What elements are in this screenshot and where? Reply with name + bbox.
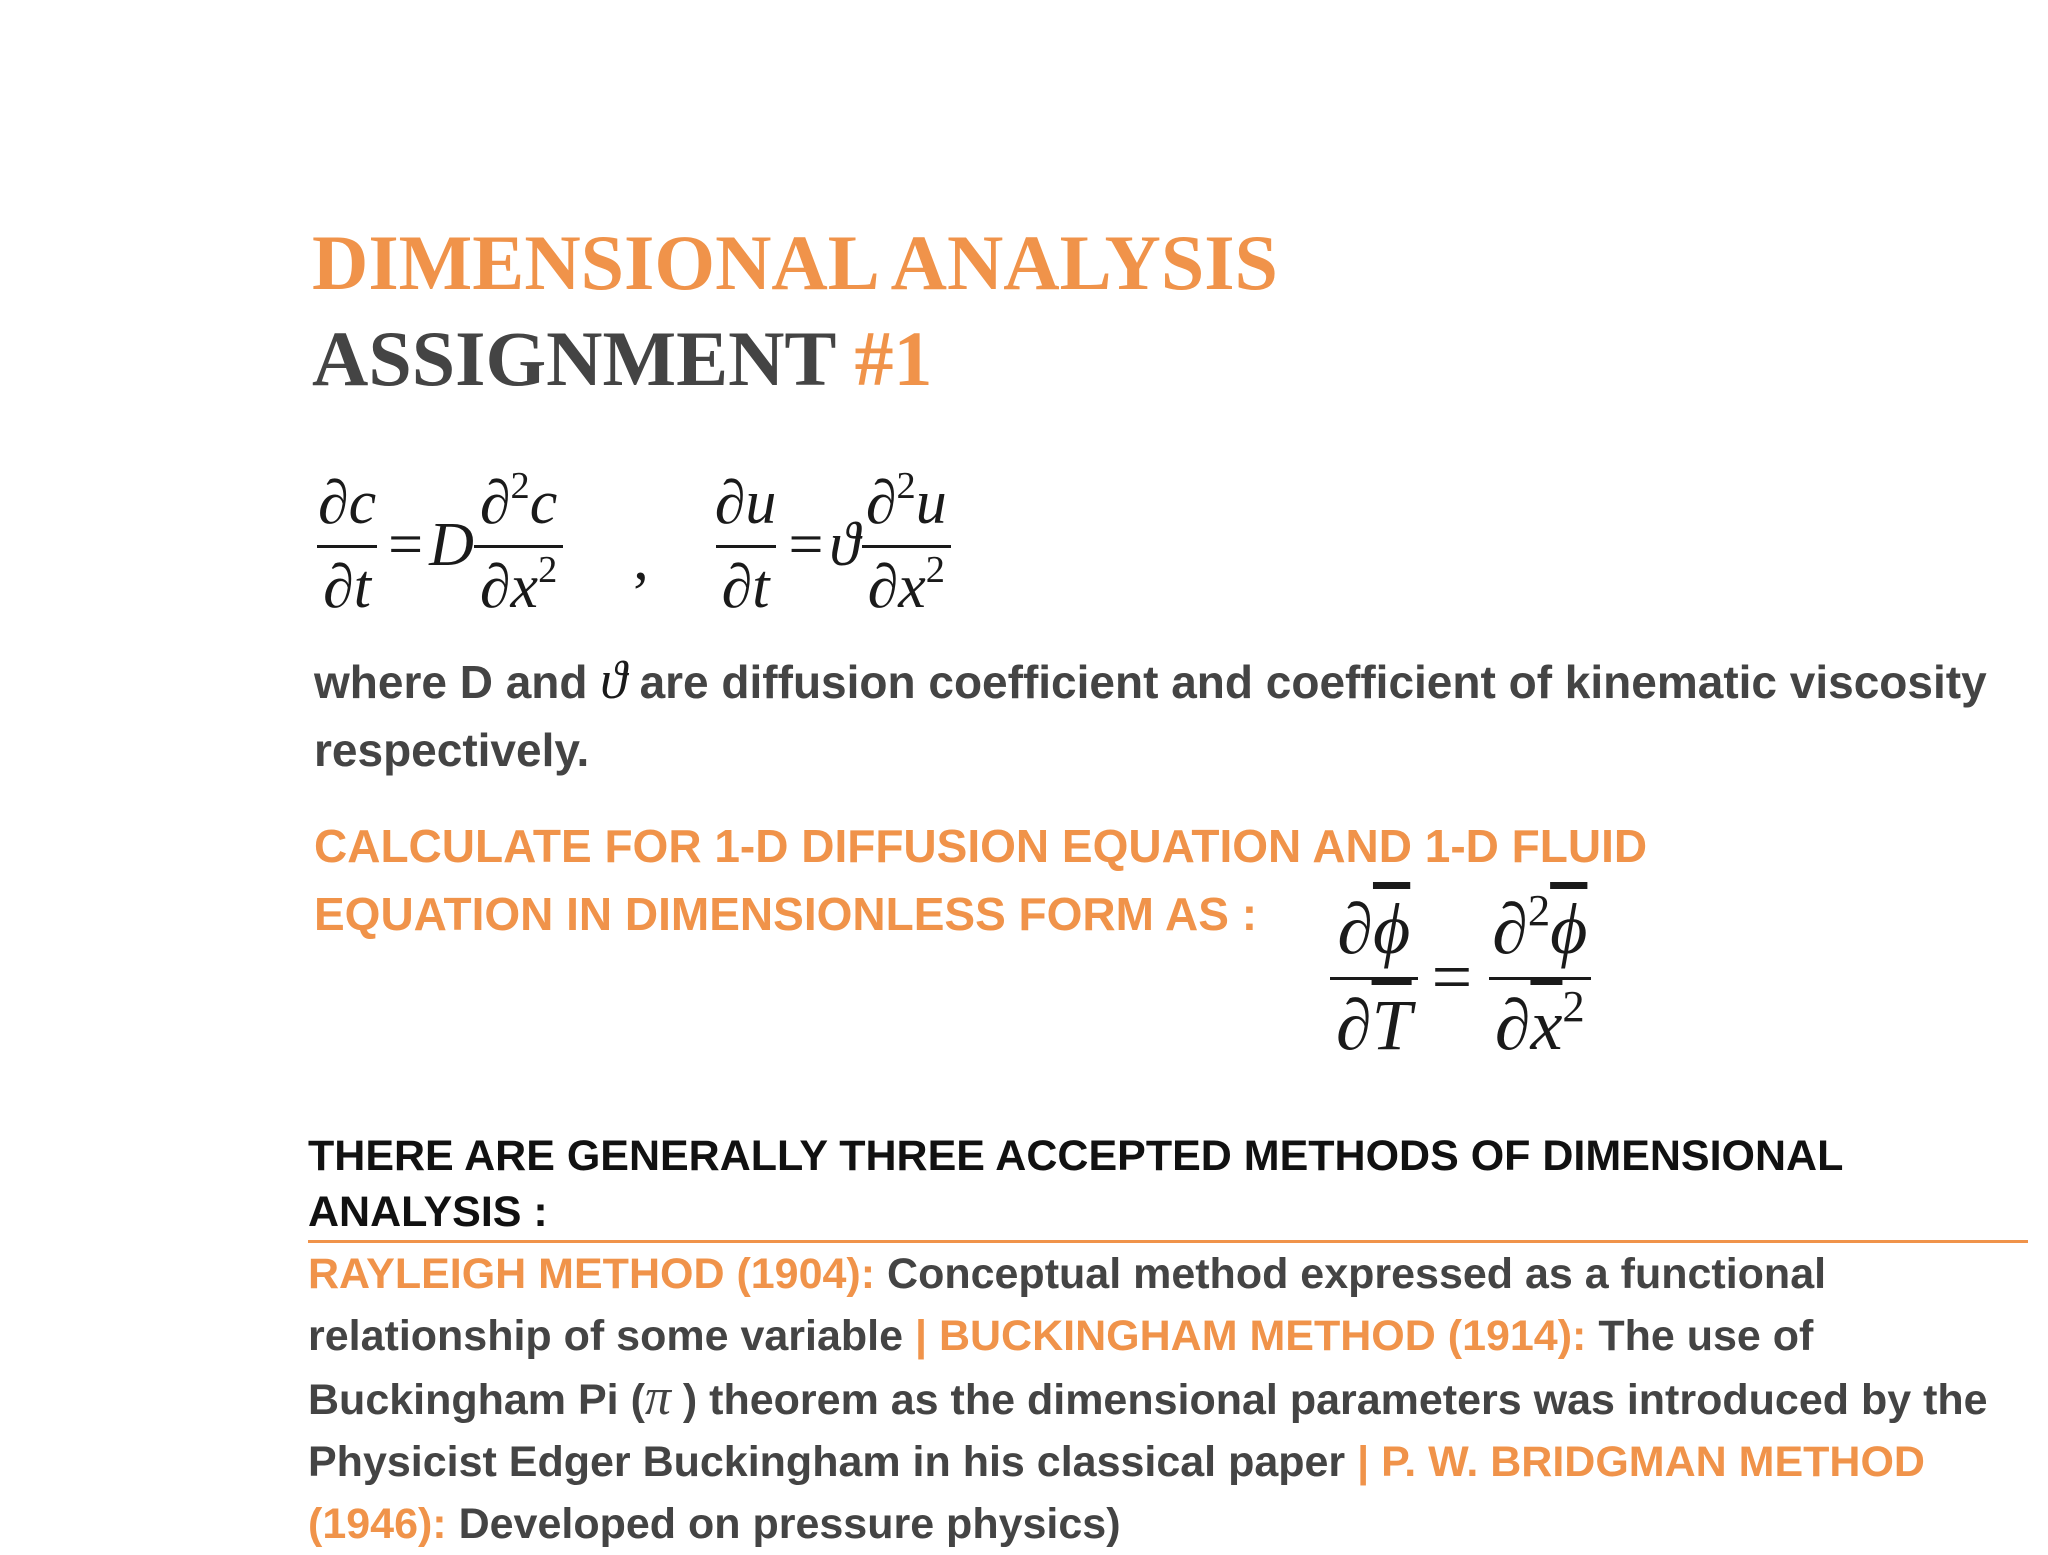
calculate-line-1: CALCULATE FOR 1-D DIFFUSION EQUATION AND 1-D FLUID xyxy=(314,820,1648,872)
variable-x-bar: $\overline{x}$ xyxy=(1530,985,1563,1065)
theta-symbol: ϑ xyxy=(600,650,627,710)
equation-description xyxy=(314,646,2014,784)
fluid-rhs-numerator xyxy=(860,465,953,545)
description-text-1: where D and xyxy=(314,656,601,708)
partial-x: ∂x xyxy=(867,553,926,621)
dimensionless-lhs-numerator xyxy=(1331,888,1416,977)
variable-c: c xyxy=(529,469,558,537)
power-2: 2 xyxy=(896,465,916,507)
variable-t-bar: $\overline{T}$ xyxy=(1371,985,1412,1065)
diffusion-rhs-numerator xyxy=(474,465,563,545)
diffusion-equals: = xyxy=(388,511,424,579)
rayleigh-text: Conceptual method expressed as a functional relationship of some variable xyxy=(308,1250,1827,1360)
diffusion-rhs-fraction xyxy=(474,465,563,623)
diffusion-lhs-fraction xyxy=(312,468,382,623)
method-divider: | xyxy=(1357,1438,1370,1486)
description-text-2: are diffusion coefficient and coefficient of kinematic viscosity respectively. xyxy=(314,656,1987,776)
dimensionless-rhs-denominator xyxy=(1489,977,1591,1067)
partial-symbol: ∂ xyxy=(1494,985,1531,1065)
assignment-label: ASSIGNMENT xyxy=(312,315,855,402)
diffusion-lhs-denominator: ∂t xyxy=(317,545,377,623)
variable-u: u xyxy=(915,469,947,537)
dimensionless-rhs-fraction xyxy=(1486,885,1593,1067)
diffusion-rhs-denominator xyxy=(474,545,563,623)
power-2: 2 xyxy=(1562,981,1585,1031)
diffusion-lhs-numerator: ∂c xyxy=(318,469,377,537)
partial-symbol: ∂ xyxy=(1492,889,1528,969)
dimensionless-equals: = xyxy=(1431,937,1473,1017)
calculate-line-2: EQUATION IN DIMENSIONLESS FORM AS : xyxy=(314,888,1258,940)
fluid-lhs-denominator: ∂t xyxy=(716,545,776,623)
dimensionless-equation xyxy=(1330,885,1593,1067)
dimensionless-lhs-denominator xyxy=(1330,977,1418,1067)
variable-phi-bar: $\overline{\phi}$ xyxy=(1550,889,1588,969)
power-2: 2 xyxy=(925,549,945,591)
assignment-number: #1 xyxy=(854,315,933,402)
page-title: DIMENSIONAL ANALYSIS xyxy=(312,219,1278,306)
fluid-lhs-fraction xyxy=(709,468,783,623)
equation-separator: , xyxy=(633,525,649,593)
diffusion-coefficient-symbol: D xyxy=(429,511,474,579)
power-2: 2 xyxy=(510,465,530,507)
fluid-rhs-fraction xyxy=(860,465,953,623)
dimensionless-lhs-fraction xyxy=(1330,888,1418,1067)
method-divider: | xyxy=(914,1312,927,1360)
buckingham-label: BUCKINGHAM METHOD (1914): xyxy=(927,1312,1587,1360)
partial-symbol: ∂ xyxy=(1336,985,1372,1065)
bridgman-label: P. W. BRIDGMAN METHOD (1946): xyxy=(308,1438,1925,1548)
dimensionless-rhs-numerator xyxy=(1486,885,1593,977)
methods-section xyxy=(308,1128,2028,1555)
viscosity-coefficient-symbol: ϑ xyxy=(829,511,860,579)
rayleigh-label: RAYLEIGH METHOD (1904): xyxy=(308,1250,876,1298)
power-2: 2 xyxy=(538,549,558,591)
partial-x: ∂x xyxy=(479,553,539,621)
assignment-heading xyxy=(312,315,933,402)
fluid-equals: = xyxy=(788,511,824,579)
partial-symbol: ∂ xyxy=(865,469,897,537)
bridgman-text: Developed on pressure physics) xyxy=(446,1500,1121,1548)
buckingham-text-b: ) theorem as the dimensional parameters was introduced by the Physicist Edger Buckingham in his classical paper xyxy=(308,1376,1988,1486)
partial-symbol: ∂ xyxy=(479,469,511,537)
fluid-rhs-denominator xyxy=(862,545,951,623)
methods-heading: THERE ARE GENERALLY THREE ACCEPTED METHODS OF DIMENSIONAL ANALYSIS : xyxy=(308,1128,2028,1243)
fluid-lhs-numerator: ∂u xyxy=(714,469,777,537)
pi-symbol: π xyxy=(644,1369,671,1426)
partial-symbol: ∂ xyxy=(1337,889,1373,969)
buckingham-text-a: The use of Buckingham Pi ( xyxy=(308,1312,1814,1424)
methods-body xyxy=(308,1243,2028,1555)
variable-phi-bar: $\overline{\phi}$ xyxy=(1372,889,1411,969)
power-2: 2 xyxy=(1527,885,1551,935)
governing-equations xyxy=(312,465,953,623)
